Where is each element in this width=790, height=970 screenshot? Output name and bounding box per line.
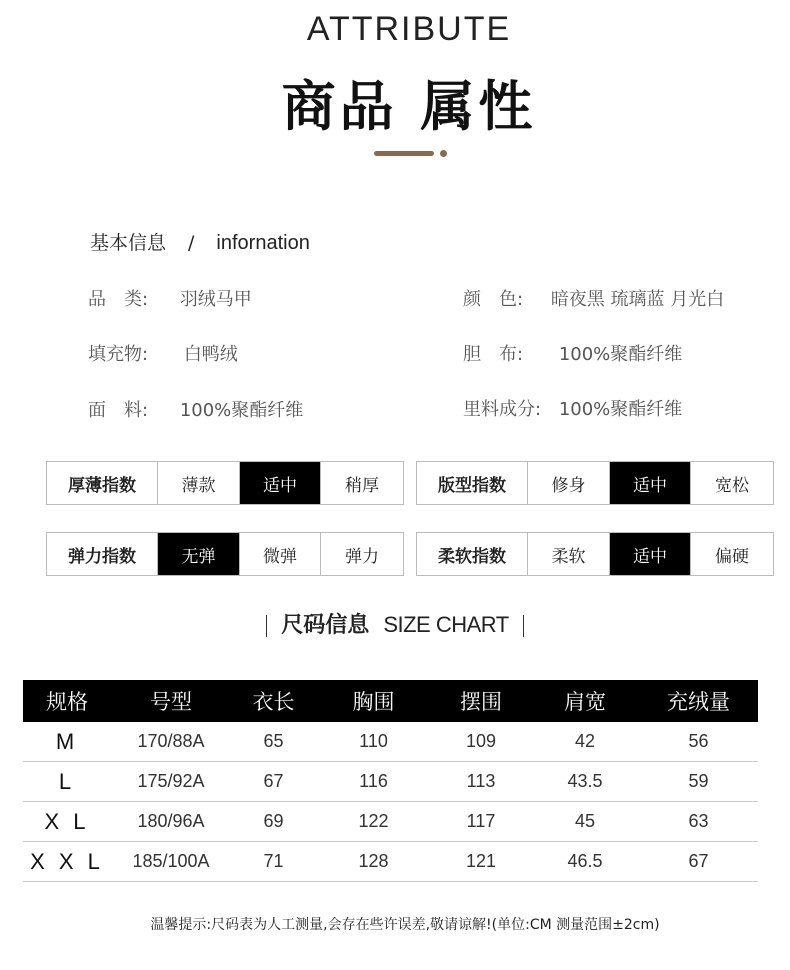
measurement-note: 温馨提示:尺码表为人工测量,会存在些许误差,敬请谅解!(单位:CM 测量范围±2cm) xyxy=(150,917,660,933)
index-fit xyxy=(416,461,774,505)
column-header: 充绒量 xyxy=(639,680,758,722)
index-option: 柔软 xyxy=(528,533,610,575)
index-option: 修身 xyxy=(528,462,610,504)
attr-label: 面 料: xyxy=(88,400,149,421)
index-option: 偏硬 xyxy=(715,546,749,567)
attr-lining-cloth xyxy=(463,340,682,366)
index-name: 弹力指数 xyxy=(47,533,158,575)
size-table-header xyxy=(23,680,758,722)
table-cell: 67 xyxy=(231,762,316,802)
attr-label: 颜 色: xyxy=(463,289,524,310)
table-cell: 45 xyxy=(531,802,639,842)
index-elasticity xyxy=(46,532,404,576)
attr-value: 羽绒马甲 xyxy=(179,289,252,310)
index-option: 弹力 xyxy=(345,546,379,567)
attr-category xyxy=(88,285,252,311)
index-name: 厚薄指数 xyxy=(47,462,158,504)
table-cell: 43.5 xyxy=(531,762,639,802)
attr-value: 100%聚酯纤维 xyxy=(179,400,304,421)
table-cell: 170/88A xyxy=(111,722,231,762)
column-header: 衣长 xyxy=(231,680,316,722)
heading-bar-right xyxy=(523,615,524,637)
index-softness xyxy=(416,532,774,576)
table-cell: 69 xyxy=(231,802,316,842)
table-cell: 46.5 xyxy=(531,842,639,882)
decorative-line xyxy=(374,151,434,156)
table-cell: 175/92A xyxy=(111,762,231,802)
basic-info-heading-cn: 基本信息 xyxy=(90,232,167,254)
index-option: 宽松 xyxy=(715,475,749,496)
attr-value: 暗夜黑 琉璃蓝 月光白 xyxy=(550,289,725,310)
size-chart-heading-cn: 尺码信息 xyxy=(281,613,370,638)
table-row xyxy=(23,762,758,802)
index-option: 薄款 xyxy=(158,462,240,504)
table-cell-size: M xyxy=(23,722,111,762)
index-option-selected: 适中 xyxy=(240,462,321,504)
index-option-selected: 适中 xyxy=(610,462,691,504)
basic-info-heading xyxy=(90,228,310,255)
index-option-selected: 无弹 xyxy=(158,533,240,575)
heading-bar-left xyxy=(266,615,267,637)
table-cell: 122 xyxy=(316,802,431,842)
basic-info-heading-en: infornation xyxy=(216,232,310,254)
size-chart-heading-en: SIZE CHART xyxy=(383,612,509,637)
attr-lining-material xyxy=(463,395,682,421)
attr-value: 100%聚酯纤维 xyxy=(558,344,683,365)
attr-label: 胆 布: xyxy=(463,344,524,365)
table-cell: 110 xyxy=(316,722,431,762)
index-option: 稍厚 xyxy=(345,475,379,496)
table-cell: 185/100A xyxy=(111,842,231,882)
table-row xyxy=(23,802,758,842)
size-chart-heading xyxy=(0,608,790,639)
index-option-selected: 适中 xyxy=(610,533,691,575)
heading-separator: / xyxy=(188,232,195,254)
table-cell: 71 xyxy=(231,842,316,882)
table-cell: 113 xyxy=(431,762,531,802)
column-header: 胸围 xyxy=(316,680,431,722)
attr-label: 里料成分: xyxy=(463,399,542,420)
table-cell: 67 xyxy=(639,842,758,882)
table-cell: 117 xyxy=(431,802,531,842)
table-row xyxy=(23,842,758,882)
table-cell: 121 xyxy=(431,842,531,882)
table-cell-size: X L xyxy=(23,802,111,842)
index-name: 版型指数 xyxy=(417,462,528,504)
column-header: 肩宽 xyxy=(531,680,639,722)
index-option: 微弹 xyxy=(240,533,321,575)
table-cell: 63 xyxy=(639,802,758,842)
table-cell: 180/96A xyxy=(111,802,231,842)
column-header: 摆围 xyxy=(431,680,531,722)
attr-value: 100%聚酯纤维 xyxy=(558,399,683,420)
attr-label: 填充物: xyxy=(88,344,149,365)
table-row xyxy=(23,722,758,762)
table-cell-size: X X L xyxy=(23,842,111,882)
title-chinese: 商品 属性 xyxy=(281,75,537,138)
table-cell: 59 xyxy=(639,762,758,802)
attr-value: 白鸭绒 xyxy=(183,344,238,365)
attr-fabric xyxy=(88,396,303,422)
table-cell: 65 xyxy=(231,722,316,762)
index-name: 柔软指数 xyxy=(417,533,528,575)
table-cell: 116 xyxy=(316,762,431,802)
column-header: 规格 xyxy=(23,680,111,722)
table-cell: 109 xyxy=(431,722,531,762)
attr-color xyxy=(463,285,724,311)
attr-filling xyxy=(88,340,238,366)
table-cell: 42 xyxy=(531,722,639,762)
title-english: ATTRIBUTE xyxy=(306,10,512,48)
table-cell-size: L xyxy=(23,762,111,802)
size-table xyxy=(23,680,758,882)
column-header: 号型 xyxy=(111,680,231,722)
attr-label: 品 类: xyxy=(88,289,149,310)
decorative-dot xyxy=(440,150,447,157)
index-thickness xyxy=(46,461,404,505)
table-cell: 128 xyxy=(316,842,431,882)
table-cell: 56 xyxy=(639,722,758,762)
